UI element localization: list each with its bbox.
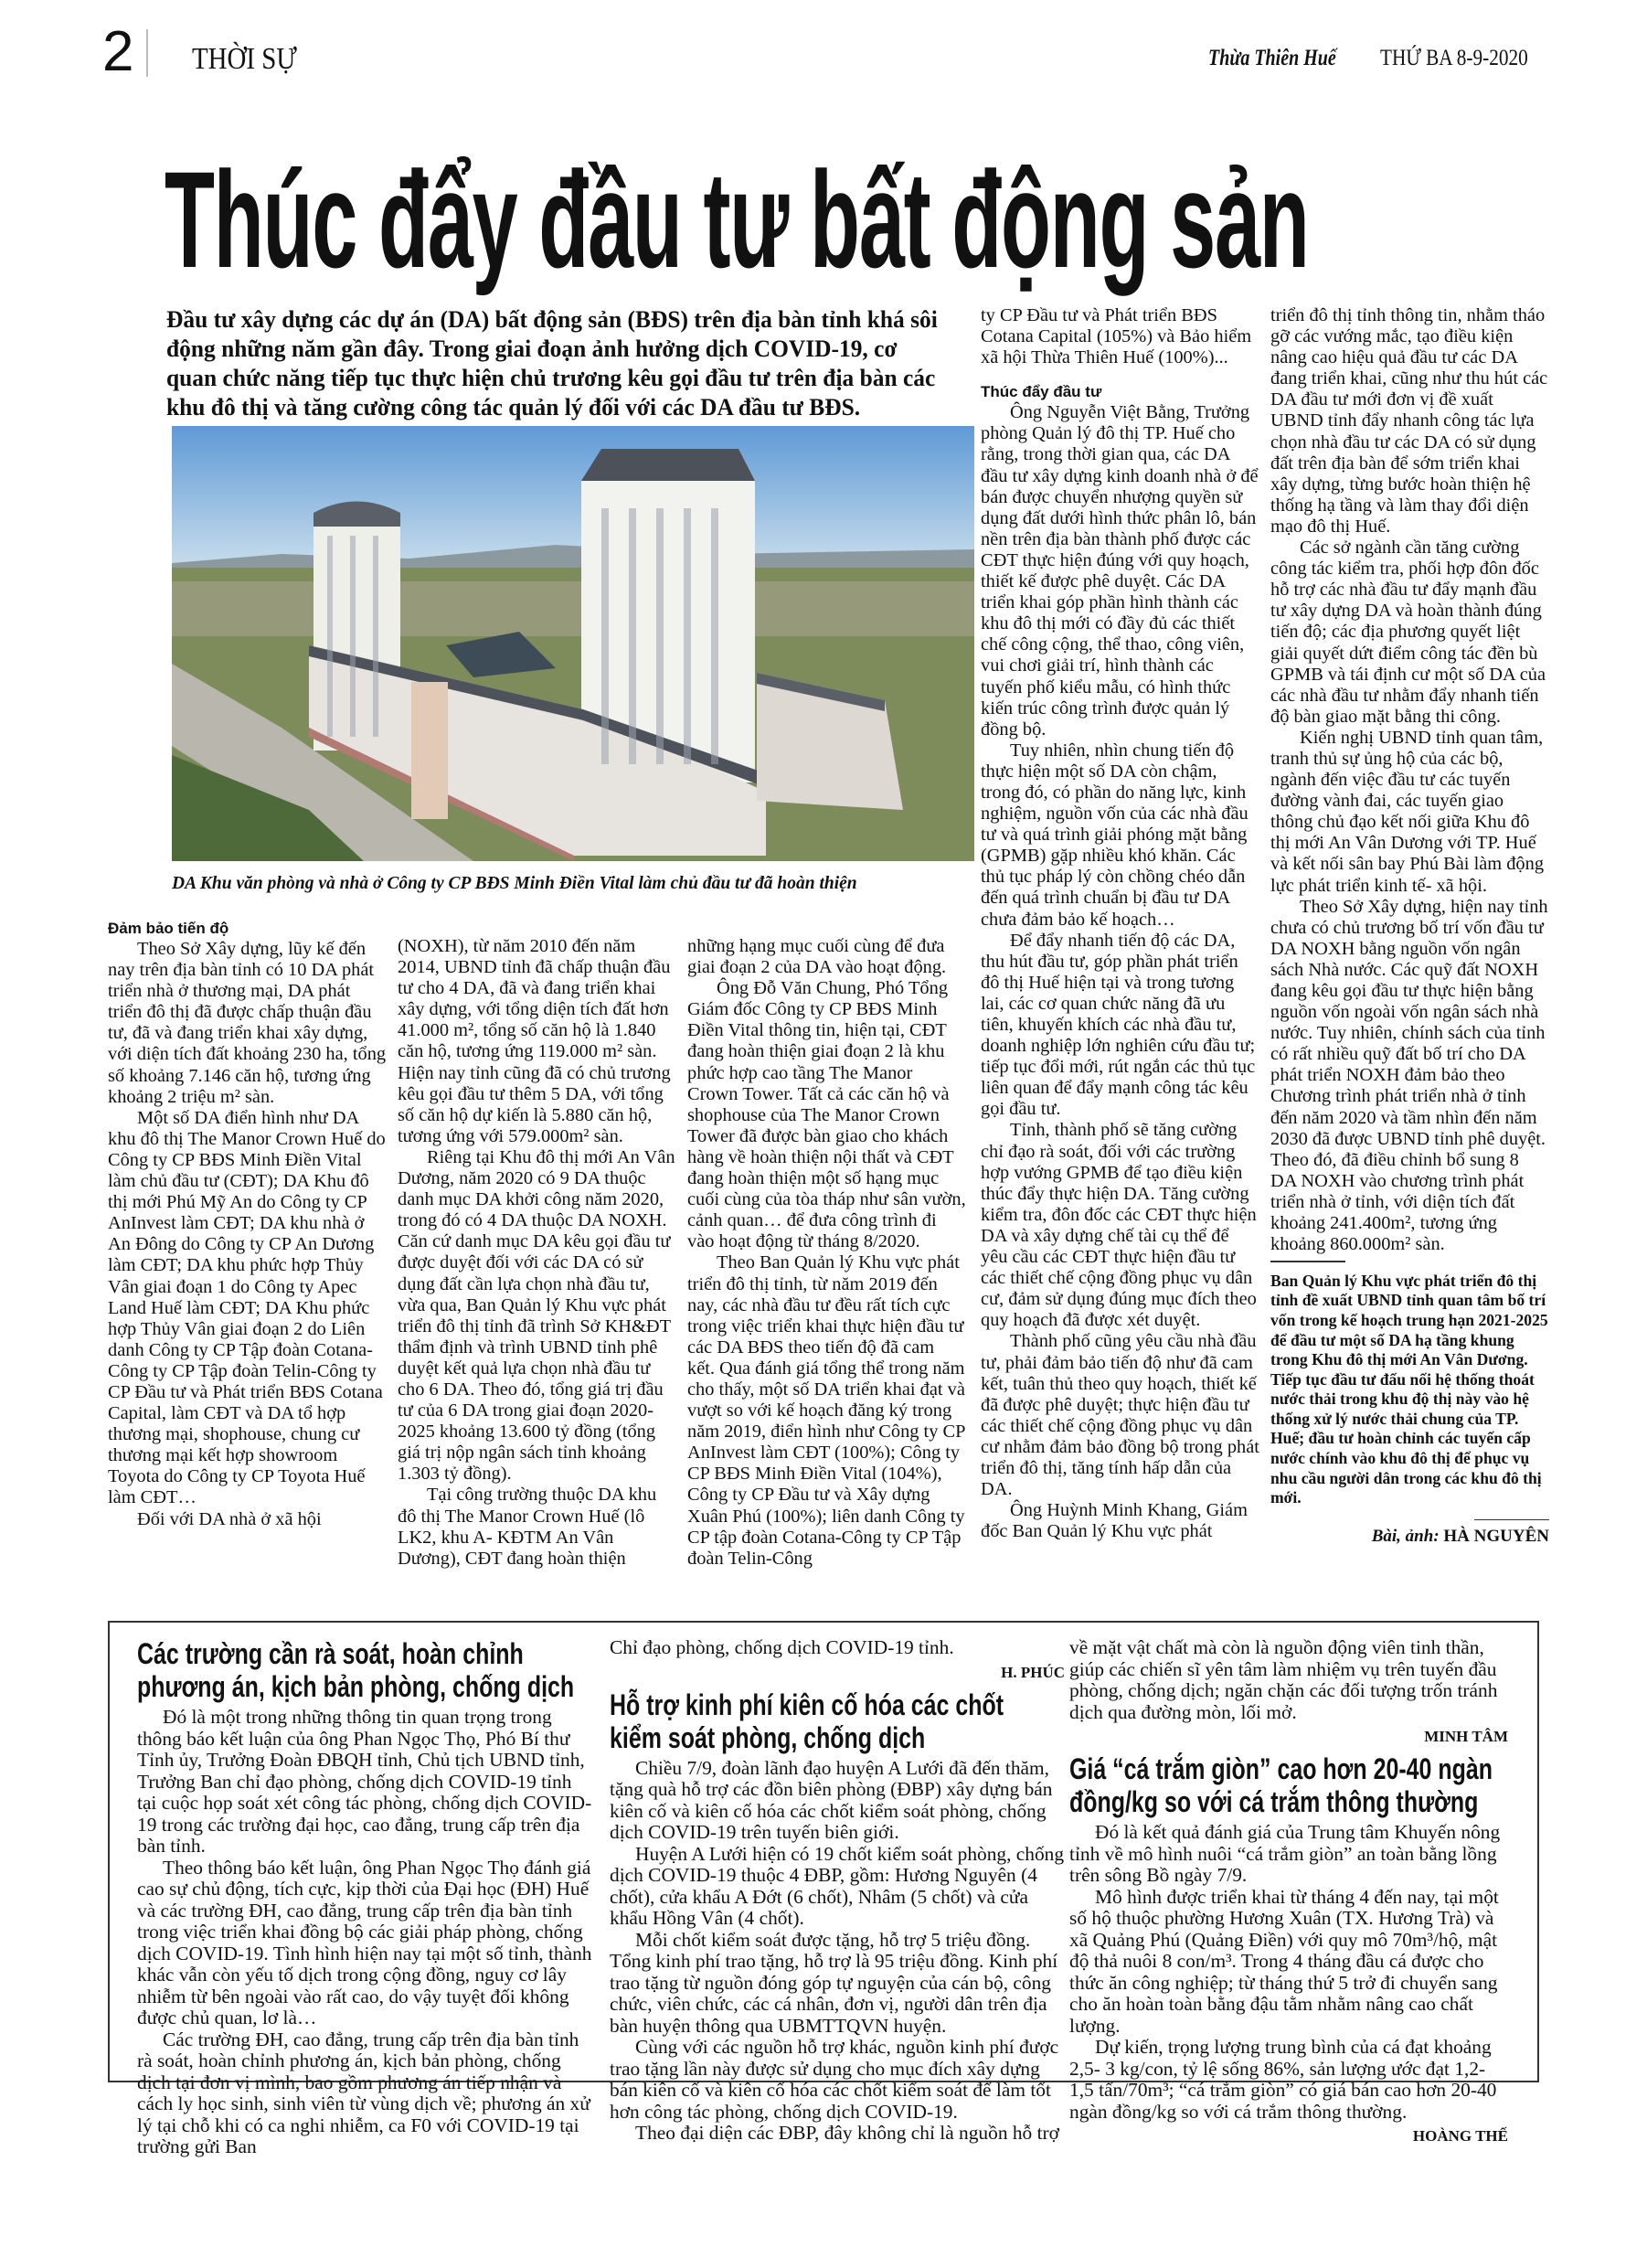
paragraph: Ông Huỳnh Minh Khang, Giám đốc Ban Quản lý Khu vực phát: [981, 1500, 1248, 1542]
paragraph: Tại công trường thuộc DA khu đô thị The Manor Crown Huế (lô LK2, khu A- KĐTM An Vân Dương), CĐT đang hoàn thiện: [398, 1485, 657, 1569]
article-photo: [172, 426, 974, 861]
paragraph: Ông Đỗ Văn Chung, Phó Tổng Giám đốc Công ty CP BĐS Minh Điền Vital thông tin, hiện tại, CĐT đang hoàn thiện giai đoạn 2 là khu phức hợp cao tầng The Manor Crown Tower. Tất cả các căn hộ và shophouse của The Manor Crown Tower đã được bàn giao cho khách hàng về hoàn thiện nội thất và CĐT đang hoàn thiện một số hạng mục cuối cùng của tòa tháp như sân vườn, cảnh quan… để đưa công trình đi vào hoạt động từ tháng 8/2020.: [687, 978, 966, 1252]
main-headline: Thúc đẩy đầu tư bất động sản: [165, 143, 1309, 296]
paragraph: Theo Sở Xây dựng, lũy kế đến nay trên địa bàn tỉnh có 10 DA phát triển nhà ở thương mại, DA phát triển đô thị đã được chấp thuận đầu tư, đã và đang triển khai xây dựng, với diện tích đất khoảng 230 ha, tổng số khoảng 7.146 căn hộ, tương ứng khoảng 2 triệu m² sàn.: [108, 939, 387, 1107]
paragraph: Cùng với các nguồn hỗ trợ khác, nguồn kinh phí được trao tặng lần này được sử dụng cho mục đích xây dựng bán kiên cố và kiên cố hóa các chốt kiểm soát để làm tốt hơn công tác phòng, chống dịch COVID-19.: [610, 2036, 1059, 2123]
paragraph: Đó là kết quả đánh giá của Trung tâm Khuyến nông tỉnh về mô hình nuôi “cá trắm giòn” an toàn bằng lồng trên sông Bồ ngày 7/9.: [1069, 1821, 1501, 1886]
newspaper-name: Thừa Thiên Huế: [1208, 46, 1336, 70]
paragraph: Theo đại diện các ĐBP, đây không chỉ là nguồn hỗ trợ: [635, 2122, 1059, 2144]
page-number: 2: [102, 20, 134, 83]
article-lead: Đầu tư xây dựng các dự án (DA) bất động sản (BĐS) trên địa bàn tỉnh khá sôi động những năm gần đây. Trong giai đoạn ảnh hưởng dịch COVID-19, cơ quan chức năng tiếp tục thực hiện chủ trương kêu gọi đầu tư trên địa bàn các khu đô thị và tăng cường công tác quản lý đối với các DA đầu tư BĐS.: [166, 305, 938, 421]
news-title: Hỗ trợ kinh phí kiên cố hóa các chốt kiểm soát phòng, chống dịch: [610, 1688, 1004, 1754]
byline-author: HÀ NGUYÊN: [1443, 1527, 1549, 1547]
paragraph-continuation: Chỉ đạo phòng, chống dịch COVID-19 tỉnh.: [610, 1636, 954, 1658]
paragraph: Mô hình được triển khai từ tháng 4 đến nay, tại một số hộ thuộc phường Hương Xuân (TX. Hương Trà) và xã Quảng Phú (Quảng Điền) với quy mô 70m³/hộ, mật độ thả nuôi 8 con/m³. Trong 4 tháng đầu cá được cho thức ăn công nghiệp; từ tháng thứ 5 trở đi chuyển sang cho ăn hoàn toàn bằng đậu tằm nhằm nâng cao chất lượng.: [1069, 1885, 1499, 2037]
issue-date: THỨ BA 8-9-2020: [1380, 46, 1528, 70]
paragraph: Tỉnh, thành phố sẽ tăng cường chỉ đạo rà soát, đối với các trường hợp vướng GPMB để tạo điều kiện thúc đẩy thực hiện DA. Tăng cường kiểm tra, đôn đốc các CĐT thực hiện DA và xây dựng chế tài cụ thể để yêu cầu các CĐT thực hiện đầu tư các thiết chế cộng đồng phục vụ dân cư, đảm sử dụng đúng mục đích theo quy hoạch đã được xét duyệt.: [981, 1120, 1257, 1331]
paragraph: Huyện A Lưới hiện có 19 chốt kiểm soát phòng, chống dịch COVID-19 thuộc 4 ĐBP, gồm: Hương Nguyên (4 chốt), cửa khẩu A Đớt (6 chốt), Nhâm (5 chốt) và cửa khẩu Hồng Vân (4 chốt).: [610, 1842, 1065, 1929]
paragraph-continuation: về mặt vật chất mà còn là nguồn động viên tinh thần, giúp các chiến sĩ yên tâm làm nhiệm vụ trên tuyến đầu phòng, chống dịch; ngăn chặn các đối tượng trốn tránh dịch qua đường mòn, lối mở.: [1069, 1636, 1498, 1723]
paragraph: Một số DA điển hình như DA khu đô thị The Manor Crown Huế do Công ty CP BĐS Minh Điền Vital làm chủ đầu tư (CĐT); DA Khu đô thị mới Phú Mỹ An do Công ty CP AnInvest làm CĐT; DA khu nhà ở An Đông do Công ty CP An Dương làm CĐT; DA khu phức hợp Thủy Vân giai đoạn 1 do Công ty Apec Land Huế làm CĐT; DA Khu phức hợp Thủy Vân giai đoạn 2 do Liên danh Công ty CP Tập đoàn Cotana-Công ty CP Tập đoàn Telin-Công ty CP Đầu tư và Phát triển BĐS Cotana Capital, làm CĐT và DA tổ hợp thương mại, shophouse, chung cư thương mại kết hợp showroom Toyota do Công ty CP Toyota Huế làm CĐT…: [108, 1107, 386, 1508]
article-column-2: [398, 936, 676, 1570]
article-column-3: [687, 936, 966, 1570]
news-item-1: [137, 1637, 594, 2158]
paragraph: Riêng tại Khu đô thị mới An Vân Dương, năm 2020 có 9 DA thuộc danh mục DA khởi công năm 2020, trong đó có 4 DA thuộc DA NOXH. Căn cứ danh mục DA kêu gọi đầu tư được duyệt đối với các DA có sử dụng đất cần lựa chọn nhà đầu tư, vừa qua, Ban Quản lý Khu vực phát triển đô thị tỉnh đã trình Sở KH&ĐT thẩm định và trình UBND tỉnh phê duyệt kết quả lựa chọn nhà đầu tư cho 6 DA. Theo đó, tổng giá trị đầu tư của 6 DA trong giai đoạn 2020-2025 khoảng 13.600 tỷ đồng (tổng giá trị nộp ngân sách tỉnh khoảng 1.303 tỷ đồng).: [398, 1146, 675, 1485]
header-divider: [146, 29, 148, 77]
brief-news-box: [108, 1621, 1539, 2157]
paragraph: (NOXH), từ năm 2010 đến năm 2014, UBND tỉnh đã chấp thuận đầu tư cho 4 DA, đã và đang triển khai xây dựng, với tổng diện tích đất hơn 41.000 m², tổng số căn hộ là 1.840 căn hộ, tương ứng 119.000 m² sàn. Hiện nay tỉnh cũng đã có chủ trương kêu gọi đầu tư thêm 5 DA, với tổng số căn hộ dự kiến là 5.880 căn hộ, tương ứng với 579.000m² sàn.: [398, 936, 671, 1146]
article-column-5: [1270, 305, 1549, 1547]
byline-rule: [1474, 1519, 1549, 1521]
article-column-4: [981, 305, 1259, 1542]
paragraph: Dự kiến, trọng lượng trung bình của cá đạt khoảng 2,5- 3 kg/con, tỷ lệ sống 86%, sản lượng ước đạt 1,2-1,5 tấn/70m³; “cá trắm giòn” có giá bán cao hơn 20-40 ngàn đồng/kg so với cá trắm thông thường.: [1069, 2036, 1497, 2123]
paragraph: Các sở ngành cần tăng cường công tác kiểm tra, phối hợp đôn đốc hỗ trợ các nhà đầu tư đẩy mạnh đầu tư xây dựng DA và hoàn thành đúng tiến độ; các địa phương quyết liệt giải quyết dứt điểm công tác đền bù GPMB và tái định cư một số DA của các nhà đầu tư nhằm đẩy nhanh tiến độ bàn giao mặt bằng thi công.: [1270, 538, 1546, 727]
paragraph: Ông Nguyễn Việt Bằng, Trưởng phòng Quản lý đô thị TP. Huế cho rằng, trong thời gian qua, các DA đầu tư xây dựng kinh doanh nhà ở để bán được chuyển nhượng quyền sử dụng đất dưới hình thức phân lô, bán nền trên địa bàn thành phố được các CĐT thực hiện đúng với quy hoạch, thiết kế được phê duyệt. Các DA triển khai góp phần hình thành các khu đô thị mới có đầy đủ các thiết chế công cộng, thể thao, công viên, vui chơi giải trí, hình thành các tuyến phố kiểu mẫu, có hình thức kiến trúc công trình được quản lý đồng bộ.: [981, 402, 1259, 740]
paragraph: Kiến nghị UBND tỉnh quan tâm, tranh thủ sự ủng hộ của các bộ, ngành đến việc đầu tư các tuyến đường vành đai, các tuyến giao thông chủ đạo kết nối giữa Khu đô thị mới An Vân Dương với TP. Huế và kết nối sân bay Phú Bài làm động lực phát triển kinh tế- xã hội.: [1270, 727, 1545, 896]
byline-label: Bài, ảnh:: [1371, 1527, 1440, 1547]
news-item-2: [610, 1637, 1065, 2145]
paragraph: Theo Sở Xây dựng, hiện nay tỉnh chưa có chủ trương bố trí vốn đầu tư DA NOXH bằng nguồn vốn ngân sách Nhà nước. Các quỹ đất NOXH đang kêu gọi đầu tư thực hiện bằng nguồn vốn ngoài vốn ngân sách nhà nước. Tuy nhiên, chính sách của tỉnh có rất nhiều quỹ đất bố trí cho DA phát triển NOXH đảm bảo theo Chương trình phát triển nhà ở tỉnh đến năm 2020 và tầm nhìn đến năm 2030 đã được UBND tỉnh phê duyệt. Theo đó, đã điều chỉnh bổ sung 8 DA NOXH vào chương trình phát triển nhà ở tỉnh, với diện tích đất khoảng 241.400m², tương ứng khoảng 860.000m² sàn.: [1270, 896, 1548, 1255]
news-author: MINH TÂM: [1424, 1728, 1508, 1745]
news-item-3: [1069, 1637, 1508, 2152]
paragraph: Để đẩy nhanh tiến độ các DA, thu hút đầu tư, góp phần phát triển đô thị Huế hiện tại và trong tương lai, các cơ quan chức năng đã ưu tiên, khuyến khích các nhà đầu tư, doanh nghiệp lớn nghiên cứu đầu tư; tiếp tục đổi mới, rút ngắn các thủ tục liên quan để đẩy mạnh công tác kêu gọi đầu tư.: [981, 930, 1256, 1120]
section-name: THỜI SỰ: [192, 42, 297, 76]
subhead-dam-bao-tien-do: Đảm bảo tiến độ: [108, 920, 229, 937]
sidebar-note: Ban Quản lý Khu vực phát triển đô thị tỉnh đề xuất UBND tỉnh quan tâm bố trí vốn trong kế hoạch trung hạn 2021-2025 để đầu tư một số DA hạ tầng khung trong Khu đô thị mới An Vân Dương. Tiếp tục đầu tư đấu nối hệ thống thoát nước thải trong khu độ thị này vào hệ thống xử lý nước thải chung của TP. Huế; đầu tư hoàn chỉnh các tuyến cấp nước chính vào khu đô thị để phục vụ nhu cầu người dân trong các khu đô thị mới.: [1270, 1271, 1548, 1507]
news-author: HOÀNG THẾ: [1412, 2127, 1508, 2145]
paragraph: Các trường ĐH, cao đẳng, trung cấp trên địa bàn tỉnh rà soát, hoàn chỉnh phương án, kịch bản phòng, chống dịch tại đơn vị mình, bao gồm phương án tiếp nhận và cách ly học sinh, sinh viên từ vùng dịch về; phương án xử lý tại chỗ khi có ca nghi nhiễm, ca F0 với COVID-19 tại trường gửi Ban: [137, 2028, 590, 2157]
news-title: Giá “cá trắm giòn” cao hơn 20-40 ngàn đồng/kg so với cá trắm thông thường: [1069, 1752, 1493, 1818]
paragraph: triển đô thị tỉnh thông tin, nhằm tháo gỡ các vướng mắc, tạo điều kiện nâng cao hiệu quả đầu tư các DA đang triển khai, cũng như thu hút các DA đầu tư mới đơn vị đề xuất UBND tỉnh đẩy nhanh công tác lựa chọn nhà đầu tư các DA có sử dụng đất trên địa bàn để sớm triển khai xây dựng, từng bước hoàn thiện hệ thống hạ tầng và làm thay đổi diện mạo đô thị Huế.: [1270, 305, 1548, 537]
paragraph: Tuy nhiên, nhìn chung tiến độ thực hiện một số DA còn chậm, trong đó, có phần do năng lực, kinh nghiệm, nguồn vốn của các nhà đầu tư và quá trình giải phóng mặt bằng (GPMB) gặp nhiều khó khăn. Các thủ tục pháp lý còn chồng chéo dẫn đến quá trình chuẩn bị đầu tư DA chưa đảm bảo kế hoạch…: [981, 740, 1249, 930]
paragraph: Chiều 7/9, đoàn lãnh đạo huyện A Lưới đã đến thăm, tặng quà hỗ trợ các đồn biên phòng (ĐBP) xây dựng bán kiên cố và kiên cố hóa các chốt kiểm soát phòng, chống dịch COVID-19 trên tuyến biên giới.: [610, 1756, 1053, 1843]
news-title: Các trường cần rà soát, hoàn chỉnh phương án, kịch bản phòng, chống dịch: [137, 1637, 575, 1703]
paragraph: Đối với DA nhà ở xã hội: [137, 1508, 322, 1529]
news-author: H. PHÚC: [1001, 1663, 1065, 1681]
article-byline: [1270, 1526, 1549, 1547]
paragraph: Theo Ban Quản lý Khu vực phát triển đô thị tỉnh, từ năm 2019 đến nay, các nhà đầu tư đều rất tích cực trong việc triển khai thực hiện đầu tư các DA BĐS theo tiến độ đã cam kết. Qua đánh giá tổng thể trong năm cho thấy, một số DA triển khai đạt và vượt so với kế hoạch đăng ký trong năm 2019, điển hình như Công ty CP AnInvest làm CĐT (100%); Công ty CP BĐS Minh Điền Vital (104%), Công ty CP Đầu tư và Xây dựng Xuân Phú (100%); liên danh Công ty CP tập đoàn Cotana-Công ty CP Tập đoàn Telin-Công: [687, 1252, 965, 1569]
article-column-1: [108, 918, 387, 1530]
paragraph: Thành phố cũng yêu cầu nhà đầu tư, phải đảm bảo tiến độ như đã cam kết, tuân thủ theo quy hoạch, thiết kế đã được phê duyệt; thực hiện đầu tư các thiết chế cộng đồng phục vụ dân cư nhằm đảm bảo đồng bộ trong phát triển đô thị, tăng tính hấp dẫn của DA.: [981, 1331, 1259, 1500]
sidebar-rule: [1270, 1261, 1345, 1262]
paragraph: Mỗi chốt kiểm soát được tặng, hỗ trợ 5 triệu đồng. Tổng kinh phí trao tặng, hỗ trợ là 95 triệu đồng. Kinh phí trao tặng từ nguồn đóng góp tự nguyện của cán bộ, công chức, viên chức, các cá nhân, đơn vị, người dân trên địa bàn huyện thông qua UBMTTQVN huyện.: [610, 1928, 1058, 2037]
subhead-thuc-day-dau-tu: Thúc đẩy đầu tư: [981, 383, 1102, 401]
photo-building-icon: [172, 426, 974, 861]
photo-caption: DA Khu văn phòng và nhà ở Công ty CP BĐS Minh Điền Vital làm chủ đầu tư đã hoàn thiện: [172, 874, 857, 893]
paragraph: ty CP Đầu tư và Phát triển BĐS Cotana Capital (105%) và Bảo hiểm xã hội Thừa Thiên Huế (100%)...: [981, 305, 1252, 368]
paragraph: những hạng mục cuối cùng để đưa giai đoạn 2 của DA vào hoạt động.: [687, 936, 947, 978]
paragraph: Theo thông báo kết luận, ông Phan Ngọc Thọ đánh giá cao sự chủ động, tích cực, kịp thời của Đại học (ĐH) Huế và các trường ĐH, cao đẳng, trung cấp trên địa bàn tỉnh trong việc triển khai đồng bộ các giải pháp phòng, chống dịch COVID-19. Tình hình hiện nay tại một số tỉnh, thành khác vẫn còn yếu tố dịch trong cộng đồng, nguy cơ lây nhiễm từ bên ngoài vào rất cao, do vậy tuyệt đối không được chủ quan, lơ là…: [137, 1856, 592, 2028]
paragraph: Đó là một trong những thông tin quan trọng trong thông báo kết luận của ông Phan Ngọc Thọ, Phó Bí thư Tỉnh ủy, Trưởng Đoàn ĐBQH tỉnh, Chủ tịch UBND tỉnh, Trưởng Ban chỉ đạo phòng, chống dịch COVID-19 tỉnh tại cuộc họp soát xét công tác phòng, chống dịch COVID-19 trong các trường đại học, cao đẳng, trung cấp trên địa bàn tỉnh.: [137, 1706, 592, 1857]
